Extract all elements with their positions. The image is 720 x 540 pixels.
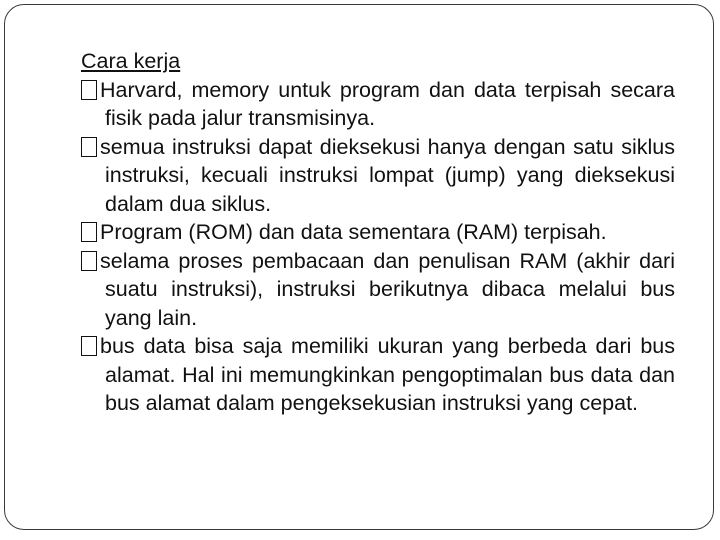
missing-glyph-box-icon bbox=[81, 336, 97, 356]
bullet-text: selama proses pembacaan dan penulisan RAM (akhir dari suatu instruksi), instruksi berikutnya dibaca melalui bus yang lain. bbox=[100, 248, 675, 330]
bullet-text: bus data bisa saja memiliki ukuran yang berbeda dari bus alamat. Hal ini memungkinkan pengoptimalan bus data dan bus alamat dalam pengeksekusian instruksi yang cepat. bbox=[100, 334, 675, 415]
bullet-text: Harvard, memory untuk program dan data terpisah secara fisik pada jalur transmisinya. bbox=[100, 77, 675, 130]
bullet-item-bus-size bbox=[81, 332, 675, 418]
bullet-item-harvard bbox=[81, 76, 675, 133]
bullet-item-rom-ram bbox=[81, 218, 675, 247]
slide-frame bbox=[4, 4, 714, 530]
slide-content bbox=[81, 47, 675, 418]
slide-heading: Cara kerja bbox=[81, 49, 181, 73]
missing-glyph-box-icon bbox=[81, 251, 97, 271]
missing-glyph-box-icon bbox=[81, 137, 97, 157]
bullet-item-single-cycle bbox=[81, 133, 675, 219]
bullet-item-ram-access bbox=[81, 247, 675, 333]
bullet-text: semua instruksi dapat dieksekusi hanya dengan satu siklus instruksi, kecuali instruksi lompat (jump) yang dieksekusi dalam dua siklus. bbox=[100, 134, 675, 216]
bullet-text: Program (ROM) dan data sementara (RAM) terpisah. bbox=[100, 220, 607, 244]
missing-glyph-box-icon bbox=[81, 80, 97, 100]
missing-glyph-box-icon bbox=[81, 222, 97, 242]
